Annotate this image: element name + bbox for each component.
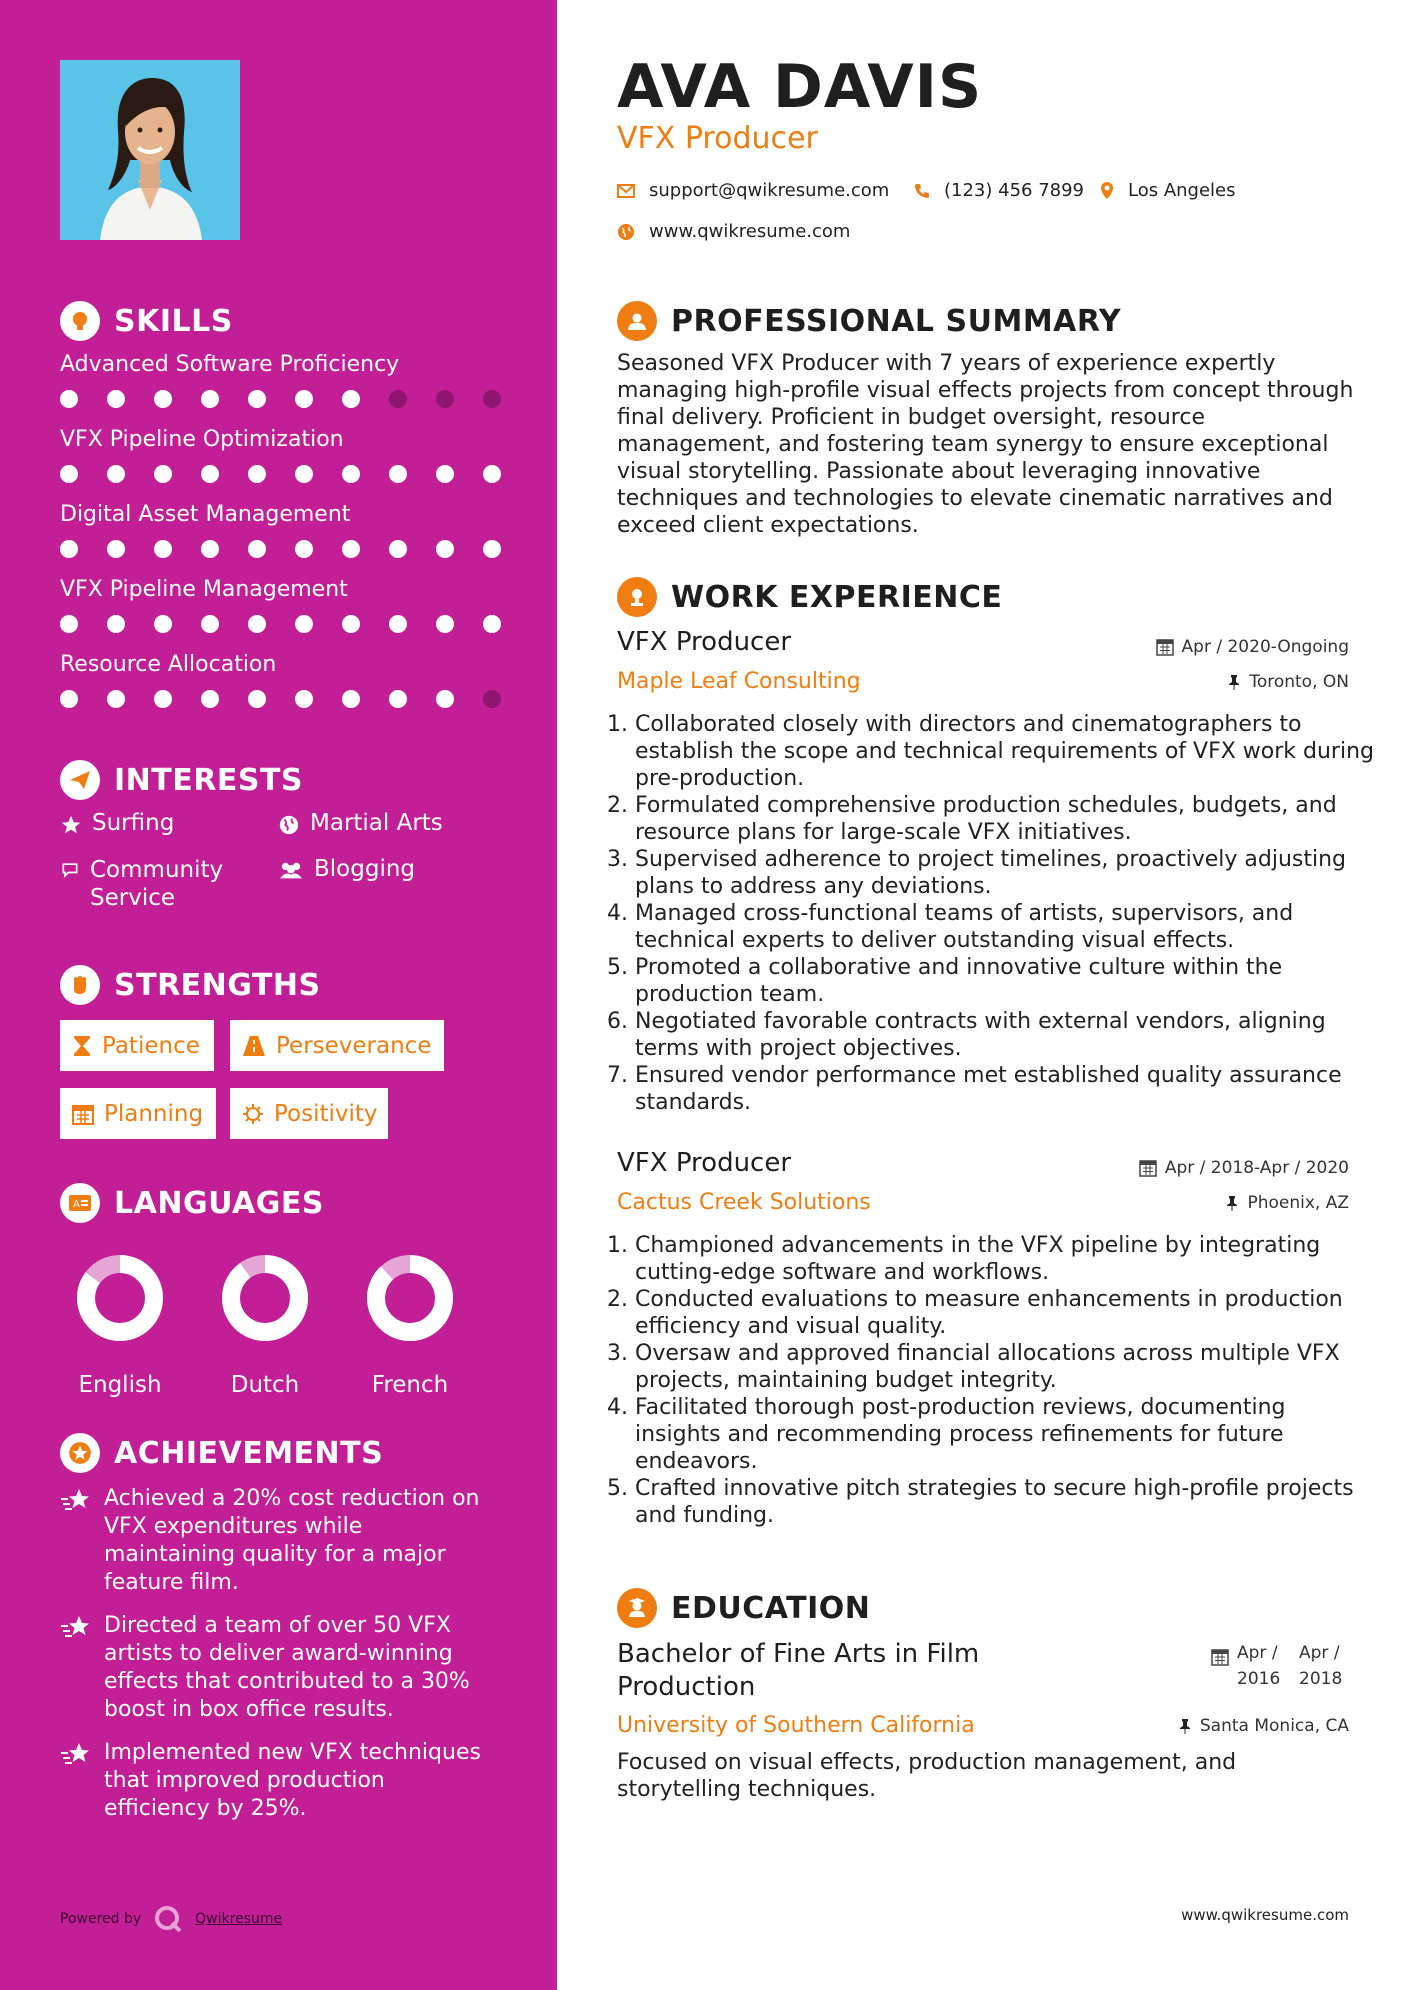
globe-icon (278, 814, 300, 836)
profile-photo (60, 60, 240, 240)
skill-dot-filled (342, 690, 360, 708)
education-end-text: Apr / 2018 (1299, 1643, 1343, 1689)
skill-dot-filled (201, 390, 219, 408)
skill-dot-empty (483, 690, 501, 708)
candidate-name: AVA DAVIS (617, 52, 983, 122)
job-location-text: Phoenix, AZ (1247, 1193, 1349, 1213)
envelope-icon (617, 184, 635, 198)
location-text: Los Angeles (1128, 180, 1236, 201)
education-start (1211, 1640, 1287, 1692)
skill-dot-filled (201, 615, 219, 633)
achievements-title: ACHIEVEMENTS (114, 1435, 384, 1471)
calendar-icon (1139, 1159, 1157, 1177)
skill-dot-filled (436, 465, 454, 483)
summary-text: Seasoned VFX Producer with 7 years of experience expertly managing high-profile visual effects projects from concept through final delivery. Proficient in budget oversight, resource management, and fostering team synergy to ensure exceptional visual storytelling. Passionate about leveraging innovative techniques and technologies to elevate cinematic narratives and exceed client expectations. (617, 351, 1354, 538)
skill-dot-filled (342, 615, 360, 633)
language-donut-fill (376, 1264, 444, 1332)
skill-dot-filled (154, 390, 172, 408)
skill-dot-filled (60, 615, 78, 633)
skill-dot-filled (60, 690, 78, 708)
education-end (1299, 1640, 1349, 1692)
skill-dot-filled (60, 540, 78, 558)
skill-dot-filled (154, 690, 172, 708)
phone-text[interactable]: (123) 456 7899 (944, 180, 1085, 201)
skill-dot-filled (389, 465, 407, 483)
skill-dot-filled (389, 615, 407, 633)
interest-label: Martial Arts (310, 810, 443, 836)
skill-dot-filled (60, 465, 78, 483)
skill-dot-filled (107, 465, 125, 483)
achievement-text: Implemented new VFX techniques that improved production efficiency by 25%. (104, 1740, 481, 1821)
achievement-text: Achieved a 20% cost reduction on VFX expenditures while maintaining quality for a major feature film. (104, 1486, 480, 1595)
education-start-text: Apr / 2016 (1237, 1643, 1281, 1689)
job-bullet: 3. Supervised adherence to project timelines, proactively adjusting plans to address any deviations. (635, 846, 1375, 900)
skill-rating (60, 540, 530, 558)
skill-dot-filled (201, 540, 219, 558)
skill-dot-filled (483, 465, 501, 483)
skill-dot-empty (436, 390, 454, 408)
shooting-star-icon (60, 1741, 92, 1767)
job-bullet: 2. Conducted evaluations to measure enhancements in production efficiency and visual quality. (635, 1286, 1375, 1340)
shooting-star-icon (60, 1614, 92, 1640)
sun-icon (242, 1103, 264, 1125)
user-icon (617, 301, 657, 341)
skill-rating (60, 390, 530, 408)
education-location (1178, 1716, 1349, 1736)
skill-name: Advanced Software Proficiency (60, 352, 400, 377)
job-bullet: 2. Formulated comprehensive production schedules, budgets, and resource plans for large-scale VFX initiatives. (635, 792, 1375, 846)
job-bullet: 5. Promoted a collaborative and innovative culture within the production team. (635, 954, 1375, 1008)
achievement-item (60, 1612, 490, 1724)
interests-header (60, 760, 303, 800)
job-title: VFX Producer (617, 627, 792, 657)
strength-badge (230, 1088, 388, 1139)
skill-dot-filled (154, 540, 172, 558)
job-bullets (617, 1232, 1375, 1529)
skill-dot-filled (389, 690, 407, 708)
skill-name: Digital Asset Management (60, 502, 351, 527)
road-icon (242, 1035, 266, 1057)
powered-by-label: Powered by (60, 1911, 142, 1927)
job-bullet: 7. Ensured vendor performance met established quality assurance standards. (635, 1062, 1375, 1116)
skill-dot-filled (436, 615, 454, 633)
skill-dot-filled (248, 690, 266, 708)
job-bullet: 1. Collaborated closely with directors and cinematographers to establish the scope and technical requirements of VFX work during pre-production. (635, 711, 1375, 792)
skill-dot-filled (107, 690, 125, 708)
strength-label: Perseverance (276, 1032, 432, 1059)
language-donut (70, 1248, 170, 1348)
language-item (70, 1248, 170, 1398)
achievement-item (60, 1485, 490, 1597)
degree-title: Bachelor of Fine Arts in Film Production (617, 1639, 980, 1702)
job-bullet: 5. Crafted innovative pitch strategies to secure high-profile projects and funding. (635, 1475, 1375, 1529)
job-location-text: Toronto, ON (1249, 672, 1349, 692)
briefcase-icon (617, 577, 657, 617)
skill-dot-filled (201, 465, 219, 483)
qwikresume-logo-icon (153, 1904, 183, 1934)
powered-by (60, 1904, 282, 1934)
interest-item (278, 810, 443, 836)
skills-title: SKILLS (114, 303, 233, 339)
summary-title: PROFESSIONAL SUMMARY (671, 303, 1122, 339)
skill-dot-filled (248, 540, 266, 558)
candidate-role: VFX Producer (617, 121, 818, 156)
skill-dot-filled (342, 540, 360, 558)
skill-dot-filled (436, 540, 454, 558)
job-dates-text: Apr / 2018-Apr / 2020 (1164, 1158, 1349, 1178)
language-item (215, 1248, 315, 1398)
pushpin-icon (1227, 674, 1241, 690)
strength-badge (60, 1020, 214, 1071)
skill-dot-filled (154, 465, 172, 483)
star-icon (60, 814, 82, 836)
paper-plane-icon (60, 760, 100, 800)
map-pin-icon (1100, 182, 1114, 200)
achievements-header (60, 1433, 383, 1473)
company-name: Cactus Creek Solutions (617, 1190, 871, 1215)
skill-dot-filled (107, 390, 125, 408)
education-header (617, 1588, 870, 1628)
strengths-title: STRENGTHS (114, 967, 321, 1003)
experience-header (617, 577, 1002, 617)
skill-dot-filled (107, 615, 125, 633)
language-icon (60, 1183, 100, 1223)
calendar-icon (1211, 1648, 1229, 1666)
skill-dot-empty (389, 390, 407, 408)
skill-dot-filled (248, 615, 266, 633)
skill-name: VFX Pipeline Optimization (60, 427, 344, 452)
calendar-icon (72, 1103, 94, 1125)
language-name: Dutch (230, 1372, 300, 1398)
school-name: University of Southern California (617, 1713, 975, 1738)
languages-title: LANGUAGES (114, 1185, 324, 1221)
skill-dot-filled (342, 390, 360, 408)
speech-bubble-icon (60, 860, 80, 880)
footer-url[interactable]: www.qwikresume.com (1181, 1906, 1349, 1924)
graduate-icon (617, 1588, 657, 1628)
job-title: VFX Producer (617, 1148, 792, 1178)
skill-rating (60, 465, 530, 483)
skill-dot-filled (295, 465, 313, 483)
qwikresume-link[interactable]: Qwikresume (195, 1911, 283, 1927)
education-description: Focused on visual effects, production management, and storytelling techniques. (617, 1750, 1237, 1802)
skill-dot-filled (342, 465, 360, 483)
skill-name: VFX Pipeline Management (60, 577, 348, 602)
language-name: English (78, 1372, 162, 1398)
skill-dot-filled (295, 540, 313, 558)
job-bullet: 6. Negotiated favorable contracts with external vendors, aligning terms with project objectives. (635, 1008, 1375, 1062)
skill-dot-filled (483, 615, 501, 633)
language-name: French (371, 1372, 449, 1398)
website-text[interactable]: www.qwikresume.com (649, 221, 851, 242)
contact-website (617, 221, 850, 242)
achievement-text: Directed a team of over 50 VFX artists to deliver award-winning effects that contributed to a 30% boost in box office results. (104, 1613, 470, 1722)
strength-badge (60, 1088, 216, 1139)
skill-rating (60, 615, 530, 633)
job-bullet: 4. Managed cross-functional teams of artists, supervisors, and technical experts to deliver outstanding visual effects. (635, 900, 1375, 954)
phone-icon (914, 183, 930, 199)
skill-dot-filled (248, 465, 266, 483)
job-location (1225, 1193, 1349, 1213)
interest-item (60, 810, 174, 836)
strengths-header (60, 965, 321, 1005)
skill-rating (60, 690, 530, 708)
shooting-star-icon (60, 1487, 92, 1513)
strength-label: Positivity (274, 1100, 378, 1127)
strength-badge (230, 1020, 444, 1071)
badge-star-icon (60, 1433, 100, 1473)
interest-label: Surfing (92, 810, 175, 836)
globe-icon (617, 223, 635, 241)
achievement-item (60, 1739, 490, 1823)
interest-item (278, 856, 415, 882)
skill-dot-filled (154, 615, 172, 633)
skill-dot-filled (60, 390, 78, 408)
skill-dot-filled (389, 540, 407, 558)
language-donut-fill (231, 1264, 299, 1332)
skill-dot-empty (483, 390, 501, 408)
job-dates (1139, 1158, 1349, 1178)
email-text[interactable]: support@qwikresume.com (649, 180, 890, 201)
job-bullet: 3. Oversaw and approved financial allocations across multiple VFX projects, maintaining budget integrity. (635, 1340, 1375, 1394)
interest-label: Community Service (90, 857, 224, 911)
language-item (360, 1248, 460, 1398)
skill-dot-filled (201, 690, 219, 708)
skill-dot-filled (483, 540, 501, 558)
lightbulb-icon (60, 301, 100, 341)
hourglass-icon (72, 1035, 92, 1057)
interests-title: INTERESTS (114, 762, 303, 798)
job-bullets (617, 711, 1375, 1116)
strength-label: Planning (104, 1100, 204, 1127)
users-icon (278, 860, 304, 882)
skill-dot-filled (436, 690, 454, 708)
skill-dot-filled (107, 540, 125, 558)
interest-label: Blogging (314, 856, 416, 882)
education-title: EDUCATION (671, 1590, 871, 1626)
contact-phone (914, 180, 1084, 201)
job-dates-text: Apr / 2020-Ongoing (1181, 637, 1349, 657)
fist-icon (60, 965, 100, 1005)
skill-name: Resource Allocation (60, 652, 277, 677)
contact-location (1100, 180, 1236, 201)
company-name: Maple Leaf Consulting (617, 669, 861, 694)
calendar-icon (1156, 638, 1174, 656)
language-donut (215, 1248, 315, 1348)
job-dates (1156, 637, 1349, 657)
interest-item (60, 856, 240, 912)
job-location (1227, 672, 1349, 692)
pushpin-icon (1178, 1718, 1192, 1734)
experience-title: WORK EXPERIENCE (671, 579, 1003, 615)
skill-dot-filled (295, 390, 313, 408)
skill-dot-filled (295, 690, 313, 708)
job-bullet: 4. Facilitated thorough post-production reviews, documenting insights and recommending process refinements for future endeavors. (635, 1394, 1375, 1475)
summary-header (617, 301, 1121, 341)
pushpin-icon (1225, 1195, 1239, 1211)
column-gap (557, 0, 563, 1990)
education-location-text: Santa Monica, CA (1199, 1716, 1349, 1736)
language-donut (360, 1248, 460, 1348)
contact-email (617, 180, 889, 201)
strength-label: Patience (102, 1032, 200, 1059)
skill-dot-filled (295, 615, 313, 633)
skill-dot-filled (248, 390, 266, 408)
svg-text:A: A (73, 1199, 80, 1210)
languages-header (60, 1183, 324, 1223)
skills-header (60, 301, 233, 341)
job-bullet: 1. Championed advancements in the VFX pipeline by integrating cutting-edge software and workflows. (635, 1232, 1375, 1286)
